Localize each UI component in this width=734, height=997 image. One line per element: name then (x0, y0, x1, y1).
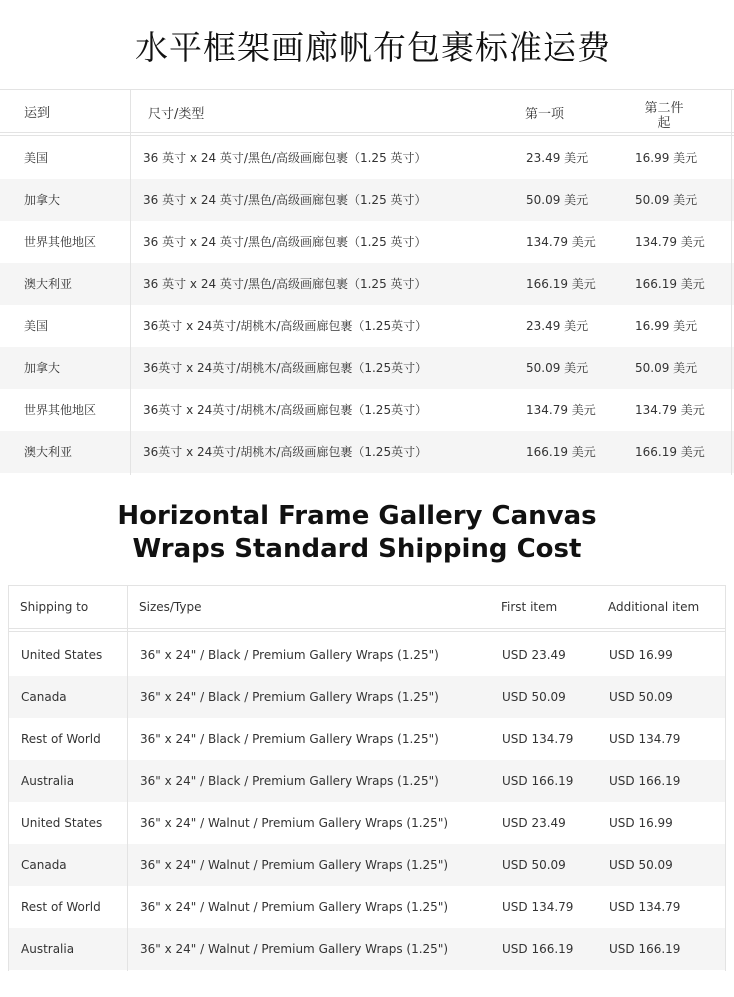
cell-additional-item: 16.99 美元 (635, 319, 698, 333)
cell-ship-to: Canada (21, 690, 67, 704)
table-row (8, 844, 726, 886)
cell-first-item: USD 50.09 (502, 690, 566, 704)
cell-first-item: USD 134.79 (502, 900, 574, 914)
column-divider (8, 585, 9, 971)
cell-size: 36 英寸 x 24 英寸/黑色/高级画廊包裹（1.25 英寸） (143, 235, 427, 249)
cell-first-item: USD 23.49 (502, 648, 566, 662)
cell-first-item: 134.79 美元 (526, 235, 596, 249)
table-row (8, 634, 726, 676)
cell-ship-to: Australia (21, 942, 75, 956)
table-row (8, 802, 726, 844)
cell-size: 36" x 24" / Walnut / Premium Gallery Wraps (1.25") (140, 816, 449, 830)
cell-additional-item: USD 50.09 (609, 858, 673, 872)
cell-first-item: 23.49 美元 (526, 151, 589, 165)
cell-first-item: USD 134.79 (502, 732, 574, 746)
cell-first-item: USD 166.19 (502, 942, 574, 956)
table-row (8, 760, 726, 802)
cell-ship-to: United States (21, 648, 103, 662)
table-row (0, 389, 734, 431)
cell-ship-to: 澳大利亚 (24, 445, 73, 459)
cell-additional-item: 134.79 美元 (635, 235, 705, 249)
cell-ship-to: 世界其他地区 (24, 403, 97, 417)
table-row (0, 305, 734, 347)
table-row (8, 928, 726, 970)
cell-first-item: USD 50.09 (502, 858, 566, 872)
cell-size: 36" x 24" / Walnut / Premium Gallery Wraps (1.25") (140, 942, 449, 956)
cell-additional-item: USD 134.79 (609, 900, 681, 914)
shipping-table-cn (0, 89, 734, 475)
table-row (0, 179, 734, 221)
table-row (0, 221, 734, 263)
cell-ship-to: 加拿大 (24, 361, 61, 375)
table-row (8, 676, 726, 718)
cell-size: 36" x 24" / Walnut / Premium Gallery Wraps (1.25") (140, 858, 449, 872)
cell-size: 36" x 24" / Black / Premium Gallery Wraps (1.25") (140, 774, 439, 788)
cell-additional-item: USD 166.19 (609, 774, 681, 788)
cell-additional-item: 16.99 美元 (635, 151, 698, 165)
cell-additional-item: 134.79 美元 (635, 403, 705, 417)
table-row (0, 431, 734, 473)
header-ship-to: 运到 (24, 106, 51, 121)
table-row (8, 718, 726, 760)
table-header (0, 89, 734, 133)
cell-size: 36" x 24" / Black / Premium Gallery Wraps (1.25") (140, 732, 439, 746)
table-row (0, 347, 734, 389)
table-row (0, 263, 734, 305)
cell-ship-to: 世界其他地区 (24, 235, 97, 249)
header-first-item: First item (501, 600, 558, 614)
header-first-item: 第一项 (525, 107, 565, 122)
cell-ship-to: Rest of World (21, 900, 101, 914)
cell-ship-to: 美国 (24, 151, 49, 165)
table-row (0, 137, 734, 179)
cell-first-item: 50.09 美元 (526, 193, 589, 207)
cell-additional-item: USD 50.09 (609, 690, 673, 704)
cell-first-item: USD 166.19 (502, 774, 574, 788)
cell-size: 36 英寸 x 24 英寸/黑色/高级画廊包裹（1.25 英寸） (143, 277, 427, 291)
table-row (8, 886, 726, 928)
cell-additional-item: 50.09 美元 (635, 193, 698, 207)
cell-size: 36 英寸 x 24 英寸/黑色/高级画廊包裹（1.25 英寸） (143, 193, 427, 207)
cell-first-item: 23.49 美元 (526, 319, 589, 333)
cell-first-item: USD 23.49 (502, 816, 566, 830)
cell-ship-to: United States (21, 816, 103, 830)
table-header (8, 585, 726, 629)
cell-first-item: 50.09 美元 (526, 361, 589, 375)
cell-ship-to: Rest of World (21, 732, 101, 746)
cell-additional-item: 50.09 美元 (635, 361, 698, 375)
header-size: Sizes/Type (139, 600, 202, 614)
page-title-en: Horizontal Frame Gallery Canvas Wraps Standard Shipping Cost (117, 501, 597, 564)
column-divider (127, 585, 128, 971)
cell-additional-item: USD 16.99 (609, 648, 673, 662)
cell-first-item: 166.19 美元 (526, 277, 596, 291)
cell-first-item: 134.79 美元 (526, 403, 596, 417)
cell-additional-item: USD 16.99 (609, 816, 673, 830)
cell-additional-item: 166.19 美元 (635, 277, 705, 291)
cell-size: 36英寸 x 24英寸/胡桃木/高级画廊包裹（1.25英寸） (143, 319, 428, 333)
column-divider (731, 89, 732, 475)
cell-additional-item: USD 134.79 (609, 732, 681, 746)
shipping-table-en (0, 585, 734, 971)
cell-ship-to: Australia (21, 774, 75, 788)
cell-size: 36 英寸 x 24 英寸/黑色/高级画廊包裹（1.25 英寸） (143, 151, 427, 165)
cell-ship-to: 加拿大 (24, 193, 61, 207)
cell-size: 36英寸 x 24英寸/胡桃木/高级画廊包裹（1.25英寸） (143, 403, 428, 417)
page-title-cn: 水平框架画廊帆布包裹标准运费 (135, 28, 611, 67)
cell-size: 36英寸 x 24英寸/胡桃木/高级画廊包裹（1.25英寸） (143, 445, 428, 459)
cell-additional-item: 166.19 美元 (635, 445, 705, 459)
cell-size: 36" x 24" / Walnut / Premium Gallery Wraps (1.25") (140, 900, 449, 914)
header-size: 尺寸/类型 (148, 107, 205, 122)
cell-additional-item: USD 166.19 (609, 942, 681, 956)
cell-ship-to: 美国 (24, 319, 49, 333)
column-divider (130, 89, 131, 475)
cell-size: 36英寸 x 24英寸/胡桃木/高级画廊包裹（1.25英寸） (143, 361, 428, 375)
cell-size: 36" x 24" / Black / Premium Gallery Wraps (1.25") (140, 690, 439, 704)
cell-first-item: 166.19 美元 (526, 445, 596, 459)
header-ship-to: Shipping to (20, 600, 89, 614)
cell-ship-to: 澳大利亚 (24, 277, 73, 291)
cell-ship-to: Canada (21, 858, 67, 872)
header-additional-item: Additional item (608, 600, 700, 614)
cell-size: 36" x 24" / Black / Premium Gallery Wraps (1.25") (140, 648, 439, 662)
column-divider (725, 585, 726, 971)
header-additional-item: 第二件 起 (644, 101, 684, 131)
